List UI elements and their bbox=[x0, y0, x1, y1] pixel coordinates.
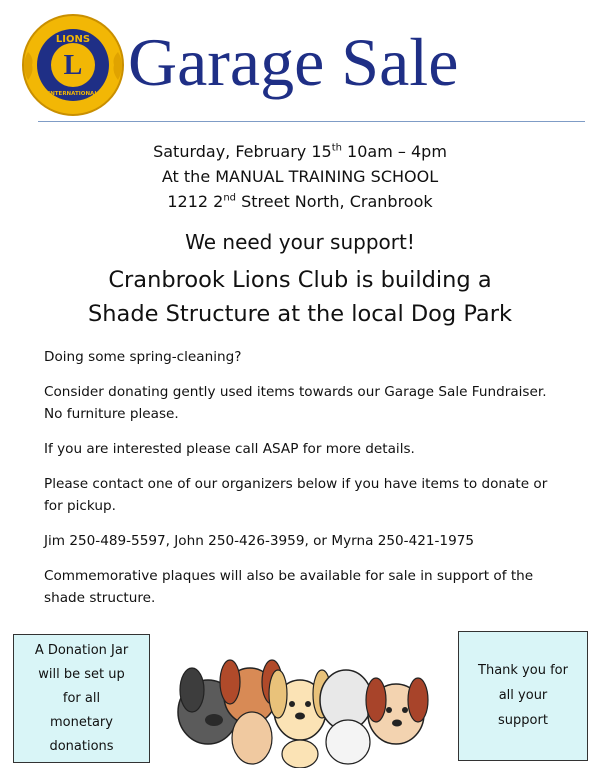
paragraph: Please contact one of our organizers below if you have items to donate or for pickup. bbox=[44, 476, 548, 514]
donation-line: for all bbox=[62, 691, 101, 706]
thanks-line: all your bbox=[498, 688, 548, 703]
address-number: 1212 2 bbox=[167, 192, 224, 211]
event-details bbox=[0, 139, 600, 214]
donation-jar-box bbox=[13, 634, 150, 763]
logo-bottom-text: INTERNATIONAL bbox=[48, 91, 98, 97]
paragraph: Commemorative plaques will also be available for sale in support of the shade structure. bbox=[44, 568, 534, 606]
donation-line: A Donation Jar bbox=[34, 643, 129, 658]
thanks-line: support bbox=[498, 713, 548, 728]
event-date bbox=[0, 139, 600, 164]
paragraph: Doing some spring-cleaning? bbox=[44, 349, 242, 365]
header-divider bbox=[38, 121, 585, 122]
paragraph: Consider donating gently used items towards our Garage Sale Fundraiser. No furniture please. bbox=[44, 384, 547, 422]
event-date-suffix: th bbox=[331, 142, 342, 154]
address-street: Street North, Cranbrook bbox=[236, 192, 433, 211]
lions-club-logo bbox=[20, 12, 126, 118]
donation-line: will be set up bbox=[38, 667, 125, 682]
event-time: 10am – 4pm bbox=[341, 142, 447, 161]
event-location: At the MANUAL TRAINING SCHOOL bbox=[161, 167, 439, 186]
event-date-text: Saturday, February 15 bbox=[153, 142, 332, 161]
paragraph: If you are interested please call ASAP for more details. bbox=[44, 441, 415, 457]
logo-top-text: LIONS bbox=[55, 34, 91, 45]
event-address bbox=[0, 189, 600, 214]
donation-line: donations bbox=[49, 739, 114, 754]
thanks-line: Thank you for bbox=[478, 663, 568, 678]
donation-line: monetary bbox=[50, 715, 113, 730]
contact-list: Jim 250-489-5597, John 250-426-3959, or Myrna 250-421-1975 bbox=[44, 533, 475, 549]
project-headline bbox=[0, 263, 600, 331]
headline-line: Shade Structure at the local Dog Park bbox=[88, 301, 512, 327]
support-heading: We need your support! bbox=[185, 230, 415, 254]
address-ordinal: nd bbox=[223, 192, 237, 204]
page-title: Garage Sale bbox=[128, 24, 459, 100]
header bbox=[0, 0, 600, 120]
body-text bbox=[44, 346, 564, 622]
logo-letter: L bbox=[63, 50, 83, 81]
thank-you-box bbox=[458, 631, 588, 761]
cartoon-dogs-illustration bbox=[176, 630, 434, 768]
headline-line: Cranbrook Lions Club is building a bbox=[108, 267, 492, 293]
